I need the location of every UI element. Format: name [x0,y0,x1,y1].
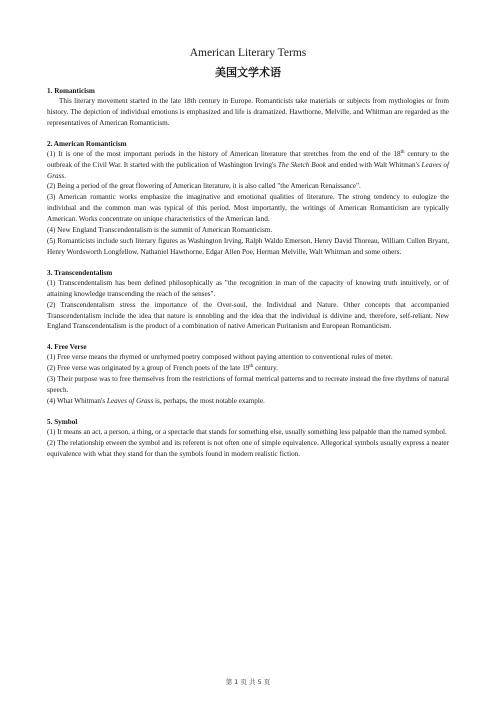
section-heading: 5. Symbol [47,417,78,426]
paragraph: (1) It means an act, a person, a thing, or a spectacle that stands for something else, usually something less palpable than the named symbol. [47,427,447,436]
superscript: th [249,364,254,370]
paragraph-text: (2) Free verse was originated by a group of French poets of the late 19 [47,364,250,373]
section-romanticism [47,86,449,129]
section-free-verse [47,342,449,407]
paragraph: (5) Romanticists include such literary figures as Washington Irving, Ralph Waldo Emerson, Henry David Thoreau, William Cullen Bryant, Henry Wordsworth Longfellow, Nathaniel Hawthorne, Edgar Allen Poe, Herman Melville, Walt Whitman and some others. [47,236,449,256]
superscript: th [400,149,405,155]
book-title: Leaves of Grass [106,396,154,405]
paragraph [47,363,449,374]
section-heading: 4. Free Verse [47,343,87,352]
section-transcendentalism [47,268,449,333]
paragraph-text: (1) It is one of the most important periods in the history of American literature that stretches from the end of the 18 [47,149,401,158]
paragraph: (3) Their purpose was to free themselves from the restrictions of formal metrical patterns and to recreate instead the free rhythms of natural speech. [47,375,449,395]
document-subtitle: 美国文学术语 [215,66,281,79]
paragraph: (2) Being a period of the great flowering of American literature, it is also called "the American Renaissance". [47,182,361,191]
paragraph: (4) New England Transcendentalism is the summit of American Romanticism. [47,226,273,235]
paragraph [47,149,449,182]
paragraph: (2) Transcendentalism stress the importance of the Over-soul, the Individual and Nature. Other concepts that accompanied Transcendentalism include the idea that nature is ennobling and the idea that the individual is ddivine and, therefore, self-reliant. New England Transcendentalism is the product of a combination of native American Puritanism and European Romanticism. [47,300,449,331]
paragraph: (2) The relationship etween the symbol and its referent is not often one of simple equivalence. Allegorical symbols usually express a neater equivalence with what they stand for than the symbols found in modern realistic fiction. [47,438,449,458]
section-heading: 1. Romanticism [47,87,95,95]
paragraph: (3) American romantic works emphasize the imaginative and emotional qualities of literature. The strong tendency to eulogize the individual and the common man was typical of this period. Most importantly, the writings of American Romanticism are typically American. Works concentrate on unique characteristics of the American land. [47,193,449,224]
document-title: American Literary Terms [189,47,307,59]
section-heading: 3. Transcendentalism [47,268,113,277]
paragraph [47,96,449,129]
paragraph [47,396,449,407]
paragraph-text: (4) What Whitman's [47,396,107,405]
paragraph-text: . [64,171,66,180]
paragraph-text: century to the outbreak of the Civil War. It started with the publication of Washington Irving's [47,149,449,169]
book-title: The Sketch Book [277,160,326,169]
paragraph-text: This literary movement started in the late 18th century in Europe. Romanticists take materials or subjects from mythologies or from history. The depiction of individual emotions is emphasized and life is dramatized. Hawthorne, Melville, and Whitman are regarded as the representatives of American Romanticism. [47,97,449,127]
paragraph: (1) Free verse means the rhymed or unrhymed poetry composed without paying attention to conventional rules of meter. [47,353,393,362]
paragraph-text: is, perhaps, the most notable example. [153,396,265,405]
paragraph-text: century. [253,364,278,373]
paragraph-text: and ended with Walt Whitman's [325,160,422,169]
page-footer: 第 1 页 共 5 页 [225,678,271,686]
document-body [47,46,449,470]
section-american-romanticism [47,139,449,258]
section-symbol [47,417,449,460]
section-heading: 2. American Romanticism [47,139,127,148]
paragraph: (1) Transcendentalism has been defined philosophically as "the recognition in man of the capacity of knowing truth intuitively, or of attaining knowledge transcending the reach of the senses". [47,278,449,298]
book-title: Leaves of Grass [47,160,449,180]
